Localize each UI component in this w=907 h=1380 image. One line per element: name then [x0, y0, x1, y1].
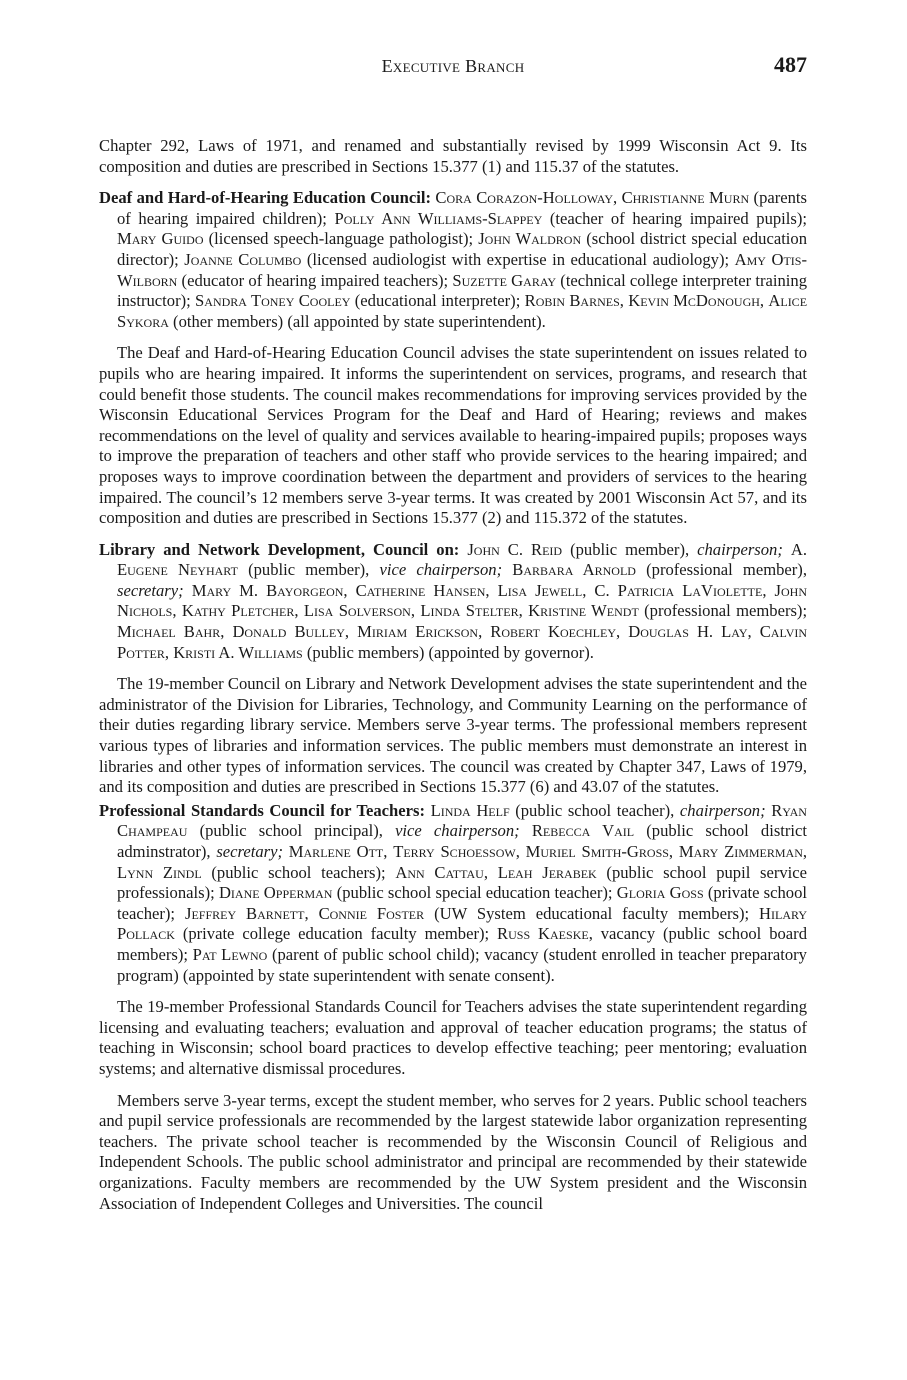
member-name: Joanne Columbo — [184, 249, 302, 269]
member-note: (public school pupil service professionals); — [117, 862, 808, 903]
member-note: (educational interpreter); — [350, 291, 525, 311]
member-name: Cora Corazon-Holloway — [435, 188, 614, 208]
member-name: Suzette Garay — [452, 270, 557, 290]
page-header — [99, 52, 807, 82]
running-head: Executive Branch — [381, 56, 525, 76]
member-role: secretary; — [117, 580, 184, 600]
member-name: Lisa Solverson — [303, 601, 411, 621]
member-note: , — [762, 580, 775, 600]
member-note: (parent of public school child); vacancy (student enrolled in teacher preparatory program) (appointed by state superintendent with senate consent). — [117, 944, 807, 985]
member-list — [117, 188, 807, 331]
member-name: Douglas H. Lay — [628, 622, 748, 642]
member-note: , — [478, 622, 491, 642]
member-name: Muriel Smith-Gross — [525, 842, 669, 861]
member-note: (licensed speech-language pathologist); — [203, 229, 479, 249]
member-note — [502, 560, 512, 579]
council-terms: Members serve 3-year terms, except the student member, who serves for 2 years. Public school teachers and pupil service professionals are recommended by the largest statewide labor organization representing teachers. The private school teacher is recommended by the Wisconsin Council of Religious and Independent Schools. The public school administrator and principal are recommended by their statewide organizations. Faculty members are recommended by the UW System president and the Wisconsin Association of Independent Colleges and Universities. The council — [99, 1090, 807, 1213]
member-name: Mary Zimmerman — [678, 842, 803, 861]
member-note: (educator of hearing impaired teachers); — [177, 270, 453, 290]
member-name: Rebecca Vail — [531, 821, 635, 841]
member-name: Kevin McDonough — [628, 291, 760, 311]
member-note: (public member), — [562, 539, 698, 559]
member-note: (private college education faculty member); — [174, 924, 498, 944]
member-name: Michael Bahr — [117, 622, 221, 642]
page-content — [99, 136, 807, 1225]
member-note: (parents of hearing impaired children); — [117, 188, 807, 228]
member-note: , — [383, 842, 394, 861]
member-note: , — [410, 601, 421, 621]
member-name: Catherine Hansen — [355, 580, 486, 600]
council-entry-deaf — [99, 188, 807, 332]
member-note: , — [616, 622, 629, 642]
member-note: , — [802, 842, 808, 861]
member-name: Sandra Toney Cooley — [195, 291, 351, 311]
member-note: , — [582, 580, 595, 600]
member-note: (public school district adminstrator), — [117, 821, 808, 861]
member-name: John C. Reid — [467, 539, 563, 559]
member-name: John Waldron — [478, 229, 582, 249]
member-role: vice chairperson; — [379, 560, 503, 580]
council-description: The 19-member Council on Library and Network Development advises the state superintendent and the administrator of the Division for Libraries, Technology, and Community Learning on the performance of their duties regarding library service. Members serve 3-year terms. The professional members represent various types of libraries and information services. The public members must demonstrate an interest in libraries and other types of information services. The council was created by Chapter 347, Laws of 1979, and its composition and duties are prescribed in Sections 15.377 (6) and 43.07 of the statutes. — [99, 674, 807, 797]
member-note: , — [485, 580, 498, 600]
member-note: (teacher of hearing impaired pupils); — [542, 208, 807, 228]
member-name: Linda Stelter — [420, 601, 519, 621]
member-role: secretary; — [216, 842, 283, 861]
member-note: (professional member), — [635, 560, 807, 580]
member-note: (private school teacher); — [117, 883, 808, 923]
member-name: Ryan Champeau — [117, 800, 807, 841]
member-note: , — [344, 622, 358, 642]
member-name: Connie Foster — [318, 903, 425, 923]
member-note: , — [613, 188, 622, 208]
member-note: (technical college interpreter training instructor); — [117, 270, 808, 311]
council-heading: Library and Network Development, Council on: — [99, 539, 460, 559]
member-note: (public member), — [237, 560, 380, 580]
council-description: The 19-member Professional Standards Council for Teachers advises the state superintendent regarding licensing and evaluating teachers; evaluation and approval of teacher education programs; the status of teaching in Wisconsin; school board practices to develop effective teaching; peer mentoring; evaluation systems; and alternative dismissal procedures. — [99, 997, 807, 1078]
member-name: Christianne Murn — [621, 188, 750, 208]
member-name: Kristi A. Williams — [173, 642, 303, 662]
member-list — [117, 801, 807, 985]
member-name: Hilary Pollack — [117, 903, 808, 944]
member-note: , — [619, 291, 629, 311]
member-name: Marlene Ott — [288, 842, 384, 861]
member-note: , — [515, 842, 526, 861]
member-name: Jeffrey Barnett — [184, 903, 305, 923]
member-note: , — [759, 291, 769, 311]
member-name: Leah Jerabek — [497, 862, 597, 882]
member-note: , — [172, 601, 182, 621]
member-name: Calvin Potter — [117, 622, 808, 662]
member-name: Robin Barnes — [524, 291, 620, 311]
member-note: (public school special education teacher); — [332, 883, 617, 903]
member-name: Kristine Wendt — [528, 601, 639, 621]
council-description: The Deaf and Hard-of-Hearing Education Council advises the state superintendent on issues related to pupils who are hearing impaired. It informs the superintendent on services, programs, and research that could benefit those students. The council makes recommendations for improving services provided by the Wisconsin Educational Services Program for the Deaf and Hard of Hearing; reviews and makes recommendations on the level of quality and services available to hearing-impaired pupils; proposes ways to improve the preparation of teachers and other staff who provide services to the hearing impaired; and proposes ways to improve coordination between the department and providers of services to the hearing impaired. The council’s 12 members serve 3-year terms. It was created by 2001 Wisconsin Act 57, and its composition and duties are prescribed in Sections 15.377 (2) and 115.372 of the statutes. — [99, 343, 807, 528]
member-name: Miriam Erickson — [357, 622, 479, 642]
member-name: Russ Kaeske — [497, 924, 589, 944]
member-note: (school district special education director); — [117, 229, 808, 269]
member-name: Pat Lewno — [192, 944, 268, 964]
member-name: John Nichols — [117, 580, 807, 621]
member-name: Alice Sykora — [117, 291, 808, 331]
member-note: (other members) (all appointed by state superintendent). — [168, 311, 546, 331]
member-name: Diane Opperman — [218, 883, 333, 903]
member-name: Linda Helf — [430, 800, 510, 820]
page-number: 487 — [774, 52, 807, 77]
member-role: vice chairperson; — [395, 821, 520, 841]
member-note: (UW System educational faculty members); — [424, 903, 760, 923]
council-heading: Professional Standards Council for Teachers: — [99, 800, 425, 820]
member-note: , — [294, 601, 304, 621]
member-note: (professional members); — [638, 601, 808, 621]
member-note: (licensed audiologist with expertise in educational audiology); — [301, 249, 735, 269]
member-note — [520, 821, 532, 840]
member-role: chairperson; — [697, 539, 783, 559]
member-note: (public school teachers); — [201, 862, 396, 882]
member-note: , — [483, 862, 498, 882]
member-name: Donald Bulley — [232, 622, 345, 642]
member-name: Mary M. Bayorgeon — [191, 580, 344, 600]
member-note: (public school teacher), — [509, 800, 680, 820]
member-note: , — [668, 842, 679, 861]
member-name: Lynn Zindl — [117, 862, 202, 882]
member-note: , — [343, 580, 356, 600]
member-name: Lisa Jewell — [497, 580, 583, 600]
member-note: , vacancy (public school board members); — [117, 924, 807, 964]
member-name: C. Patricia LaViolette — [594, 580, 763, 600]
member-name: Mary Guido — [117, 229, 204, 249]
member-name: Amy Otis-Wilborn — [117, 249, 807, 290]
member-name: Gloria Goss — [616, 883, 704, 903]
member-name: Polly Ann Williams-Slappey — [334, 208, 543, 228]
member-note: , — [220, 622, 233, 642]
council-entry-library — [99, 540, 807, 664]
member-note — [783, 540, 791, 559]
council-entry-professional — [99, 801, 807, 986]
member-name: Terry Schoessow — [393, 842, 516, 861]
member-note — [184, 581, 192, 600]
council-heading: Deaf and Hard-of-Hearing Education Council: — [99, 188, 431, 208]
member-note: , — [304, 903, 319, 923]
member-name: Ann Cattau — [395, 862, 484, 882]
member-name: Barbara Arnold — [512, 560, 636, 580]
member-name: A. Eugene Neyhart — [117, 539, 807, 580]
member-role: chairperson; — [679, 800, 766, 820]
member-name: Kathy Pletcher — [181, 601, 295, 621]
member-note: , — [518, 601, 529, 621]
member-note: , — [164, 642, 174, 662]
member-note: (public members) (appointed by governor). — [302, 642, 594, 662]
member-name: Robert Koechley — [490, 622, 617, 642]
member-note: (public school principal), — [187, 821, 396, 841]
continued-paragraph: Chapter 292, Laws of 1971, and renamed and substantially revised by 1999 Wisconsin Act 9. Its composition and duties are prescribed in Sections 15.377 (1) and 115.37 of the statutes. — [99, 136, 807, 176]
member-note: , — [747, 622, 760, 642]
